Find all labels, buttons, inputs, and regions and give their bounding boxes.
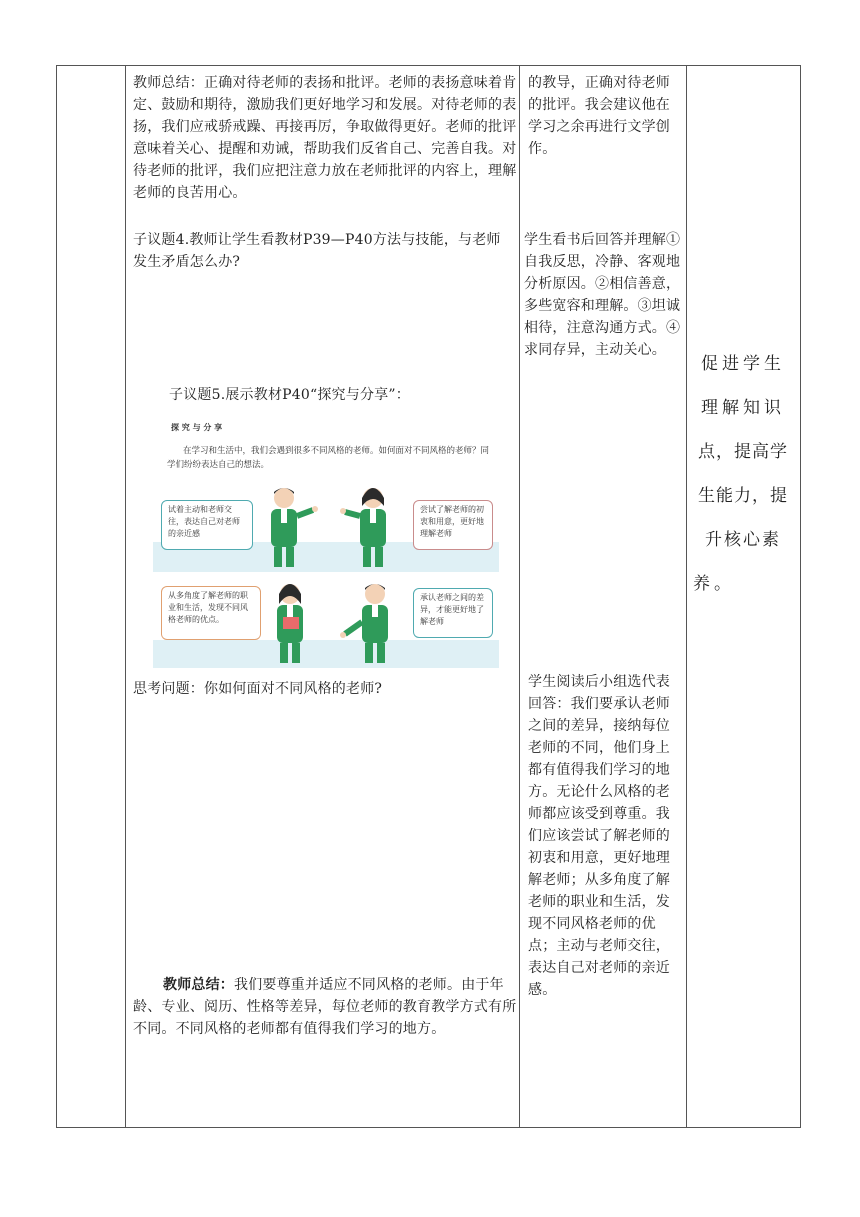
teacher-summary-1: 教师总结：正确对待老师的表扬和批评。老师的表扬意味着肯定、鼓励和期待，激励我们更好地学习和发展。对待老师的表扬，我们应戒骄戒躁、再接再厉，争取做得更好。老师的批评意味着关心、提醒和劝诫，帮助我们反省自己、完善自我。对待老师的批评，我们应把注意力放在老师批评的内容上，理解老师的良苦用心。 <box>133 75 517 201</box>
summary-label: 教师总结： <box>163 977 234 993</box>
teacher-summary-2 <box>133 974 519 1040</box>
sub-topic-4: 子议题4.教师让学生看教材P39—P40方法与技能，与老师发生矛盾怎么办? <box>133 232 501 270</box>
student-boy-1 <box>271 488 318 567</box>
student-girl-1 <box>340 488 386 567</box>
student-answer-1: 的教导，正确对待老师的批评。我会建议他在学习之余再进行文学创作。 <box>528 75 670 157</box>
speech-bubble-1: 试着主动和老师交往，表达自己对老师的亲近感 <box>161 500 253 550</box>
column-divider-2 <box>519 66 520 1127</box>
design-intent-line-6: 养。 <box>693 574 735 594</box>
design-intent-line-2: 理解知识 <box>701 398 785 418</box>
design-intent-line-4: 生能力，提 <box>698 486 788 506</box>
student-boy-2 <box>340 584 388 663</box>
design-intent-line-5: 升核心素 <box>705 530 781 550</box>
student-answer-2: 学生看书后回答并理解①自我反思，冷静、客观地分析原因。②相信善意，多些宽容和理解。③坦诚相待，注意沟通方式。④求同存异，主动关心。 <box>524 232 681 358</box>
column-divider-3 <box>686 66 687 1127</box>
speech-bubble-4: 承认老师之间的差异，才能更好地了解老师 <box>413 588 493 638</box>
think-question: 思考问题：你如何面对不同风格的老师? <box>133 681 383 697</box>
sub-topic-5: 子议题5.展示教材P40“探究与分享”： <box>169 387 410 403</box>
summary-text: 我们要尊重并适应不同风格的老师。由于年龄、专业、阅历、性格等差异，每位老师的教育教学方式有所不同。不同风格的老师都有值得我们学习的地方。 <box>133 977 517 1037</box>
student-girl-2 <box>277 584 303 663</box>
figure-text: 在学习和生活中，我们会遇到很多不同风格的老师。如何面对不同风格的老师？同学们纷纷表达自己的想法。 <box>167 446 490 470</box>
textbook-figure <box>153 412 499 670</box>
figure-title: 探 究 与 分 享 <box>171 423 223 432</box>
speech-bubble-3: 从多角度了解老师的职业和生活，发现不同风格老师的优点。 <box>161 586 261 640</box>
student-answer-3: 学生阅读后小组选代表回答：我们要承认老师之间的差异，接纳每位老师的不同，他们身上都有值得我们学习的地方。无论什么风格的老师都应该受到尊重。我们应该尝试了解老师的初衷和用意，更好地理解老师；从多角度了解老师的职业和生活，发现不同风格老师的优点；主动与老师交往，表达自己对老师的亲近感。 <box>528 674 670 998</box>
design-intent-line-3: 点，提高学 <box>698 442 788 462</box>
design-intent-line-1: 促进学生 <box>701 354 785 374</box>
column-divider-1 <box>125 66 126 1127</box>
speech-bubble-2: 尝试了解老师的初衷和用意，更好地理解老师 <box>413 500 493 550</box>
student-illustrations <box>153 412 499 670</box>
design-intent <box>691 342 795 606</box>
